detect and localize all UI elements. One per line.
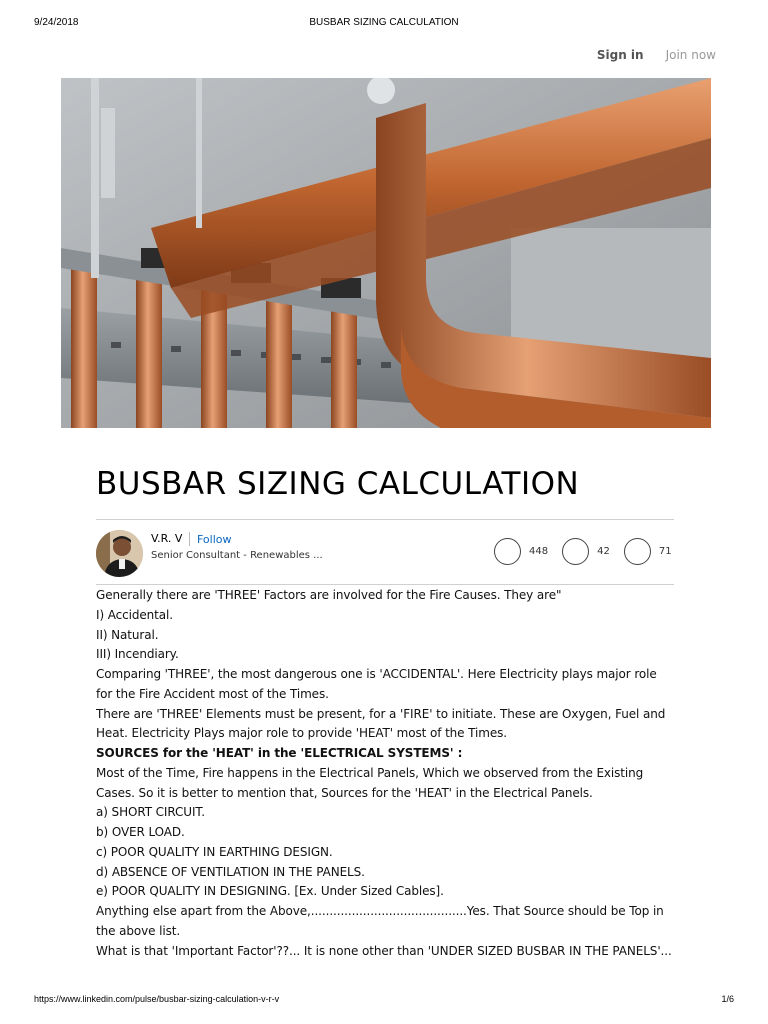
comment-icon [562,538,589,565]
author-row [96,528,676,578]
author-headline: Senior Consultant - Renewables ... [151,550,323,561]
paragraph: III) Incendiary. [96,647,179,662]
paragraph: Most of the Time, Fire happens in the Electrical Panels, Which we observed from the Existing Cases. So it is better to mention that, Sources for the 'HEAT' in the Electrical Panels. [96,765,644,800]
join-now-link[interactable]: Join now [665,48,716,62]
page-number: 1/6 [721,994,734,1004]
avatar-portrait-icon [96,530,143,577]
paragraph: I) Accidental. [96,607,173,622]
sign-in-link[interactable]: Sign in [596,48,644,62]
shares-stat[interactable] [624,538,672,565]
copper-busbar-photo [61,78,711,428]
shares-count: 71 [658,546,672,557]
comments-count: 42 [597,546,610,557]
like-icon [494,538,521,565]
likes-stat[interactable] [494,538,548,565]
social-stats [494,538,686,565]
print-title: BUSBAR SIZING CALCULATION [309,17,459,28]
comments-stat[interactable] [562,538,610,565]
paragraph: There are 'THREE' Elements must be present, for a 'FIRE' to initiate. These are Oxygen, Fuel and Heat. Electricity Plays major role to provide 'HEAT' most of the Times. [96,706,666,741]
article-title: BUSBAR SIZING CALCULATION [96,466,580,502]
list-item: b) OVER LOAD. [96,825,185,839]
author-avatar[interactable] [96,530,143,577]
list-item: c) POOR QUALITY IN EARTHING DESIGN. [96,844,333,859]
author-name[interactable]: V.R. V [151,532,183,545]
list-item: a) SHORT CIRCUIT. [96,805,205,820]
section-heading: SOURCES for the 'HEAT' in the 'ELECTRICAL SYSTEMS' : [96,746,463,760]
follow-button[interactable]: Follow [197,533,232,546]
paragraph: Comparing 'THREE', the most dangerous one is 'ACCIDENTAL'. Here Electricity plays major role for the Fire Accident most of the Times. [96,667,657,701]
hero-image [61,78,711,428]
paragraph: Generally there are 'THREE' Factors are involved for the Fire Causes. They are" [96,588,562,602]
paragraph: What is that 'Important Factor'??... It is none other than 'UNDER SIZED BUSBAR IN THE PANELS'... [96,943,672,958]
share-icon [624,538,651,565]
article-body [96,586,676,961]
auth-links [597,48,716,62]
divider [96,584,674,585]
divider [96,519,674,520]
print-header [0,17,768,31]
print-date: 9/24/2018 [34,17,79,28]
likes-count: 448 [529,546,549,557]
paragraph: Anything else apart from the Above,..........................................Yes. That Source should be Top in the above list. [96,904,664,938]
print-footer [0,994,768,1008]
list-item: d) ABSENCE OF VENTILATION IN THE PANELS. [96,864,365,879]
print-url: https://www.linkedin.com/pulse/busbar-sizing-calculation-v-r-v [34,994,280,1004]
paragraph: II) Natural. [96,627,159,642]
separator [189,532,190,546]
list-item: e) POOR QUALITY IN DESIGNING. [Ex. Under Sized Cables]. [96,884,444,899]
